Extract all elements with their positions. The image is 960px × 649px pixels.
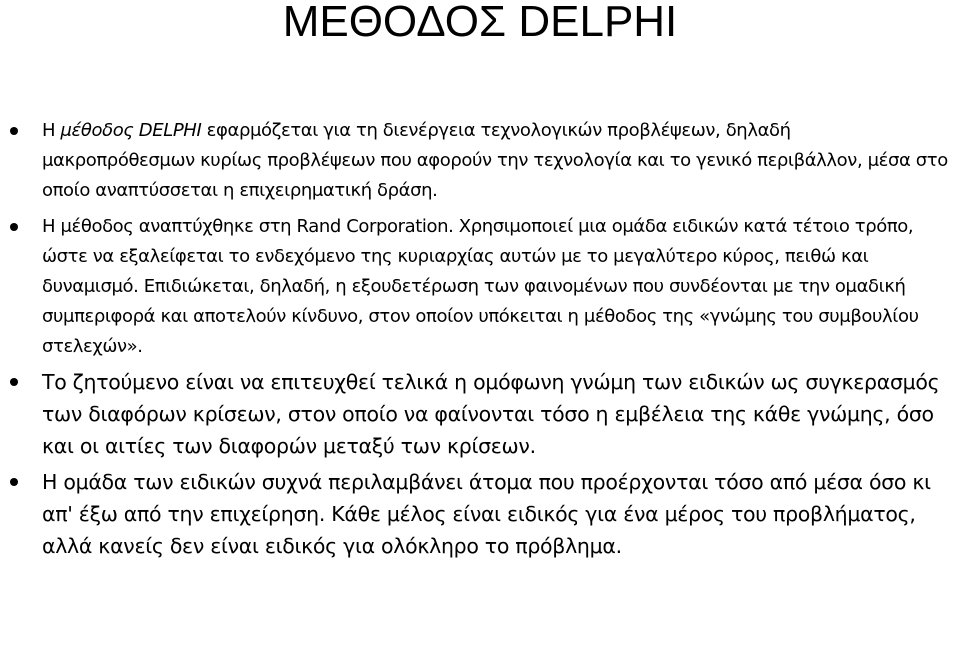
bullet-item-delphi-definition xyxy=(0,116,960,206)
bullet-text: Η ομάδα των ειδικών συχνά περιλαμβάνει άτομα που προέρχονται τόσο από μέσα όσο κι απ' έξω από την επιχείρηση. Κάθε μέλος είναι ειδικός για ένα μέρος του προβλήματος, αλλά κανείς δεν είναι ειδικός για ολόκληρο το πρόβλημα. xyxy=(42,470,931,558)
bullet-text xyxy=(42,120,948,201)
bullet-text: Η μέθοδος αναπτύχθηκε στη Rand Corporation. Χρησιμοποιεί μια ομάδα ειδικών κατά τέτοιο τρόπο, ώστε να εξαλείφεται το ενδεχόμενο της κυριαρχίας αυτών με το μεγαλύτερο κύρος, πειθώ και δυναμισμό. Επιδιώκεται, δηλαδή, η εξουδετέρωση των φαινομένων που συνδέονται με την ομαδική συμπεριφορά και αποτελούν κίνδυνο, στον οποίον υπόκειται η μέθοδος της «γνώμης του συμβουλίου στελεχών». xyxy=(42,216,919,357)
slide-title xyxy=(0,0,960,44)
bullet-dot-icon xyxy=(10,378,18,386)
bullet-item-consensus-goal xyxy=(0,367,960,463)
bullet-list xyxy=(0,116,960,563)
bullet-item-rand-corporation xyxy=(0,212,960,362)
bullet-item-expert-group xyxy=(0,467,960,563)
slide-title-text: ΜΕΘΟΔΟΣ DELPHI xyxy=(282,0,678,46)
bullet-dot-icon xyxy=(10,478,18,486)
bullet-body: εφαρμόζεται για τη διενέργεια τεχνολογικών προβλέψεων, δηλαδή μακροπρόθεσμων κυρίως προβλέψεων που αφορούν την τεχνολογία και το γενικό περιβάλλον, μέσα στο οποίο αναπτύσσεται η επιχειρηματική δράση. xyxy=(42,120,948,201)
bullet-text: Το ζητούμενο είναι να επιτευχθεί τελικά η ομόφωνη γνώμη των ειδικών ως συγκερασμός των διαφόρων κρίσεων, στον οποίο να φαίνονται τόσο η εμβέλεια της κάθε γνώμης, όσο και οι αιτίες των διαφορών μεταξύ των κρίσεων. xyxy=(42,370,940,458)
bullet-emphasis: μέθοδος DELPHI xyxy=(60,120,202,141)
bullet-prefix: Η xyxy=(42,120,61,141)
bullet-dot-icon xyxy=(10,127,18,135)
bullet-dot-icon xyxy=(10,223,18,231)
